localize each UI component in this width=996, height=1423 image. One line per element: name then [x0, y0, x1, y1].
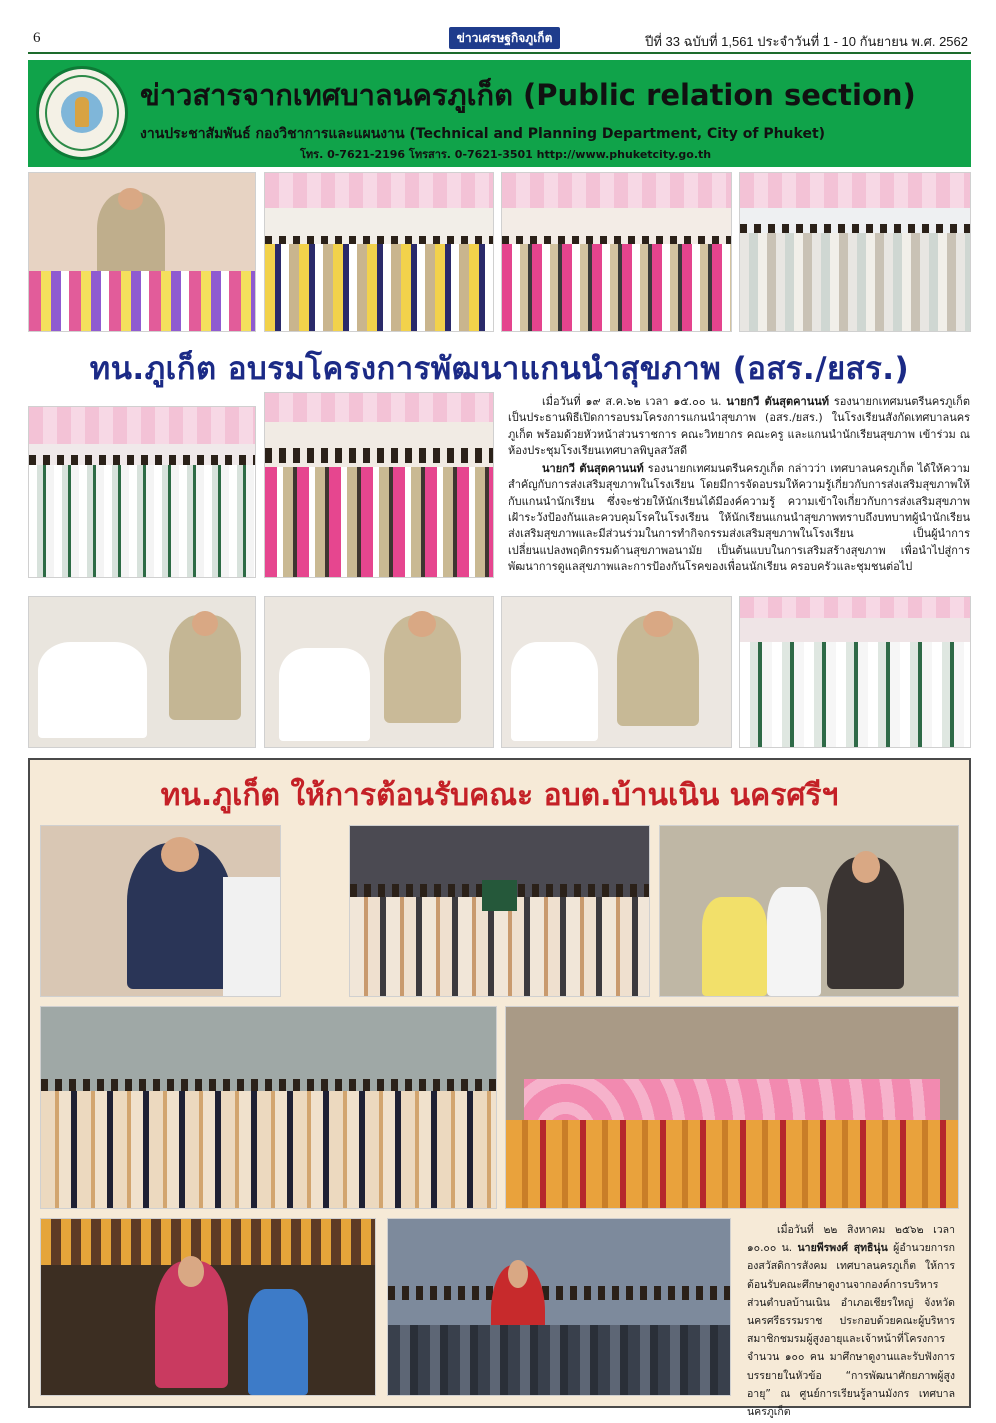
story2-p1-lead: เมื่อวันที่ ๒๒ สิงหาคม ๒๕๖๒ เวลา ๑๐.๐๐ น. — [747, 1224, 955, 1255]
photo-tourists-street — [659, 825, 959, 997]
photo-group-certificates-2 — [501, 172, 732, 332]
story2-p1-body: ผู้อำนวยการกองสวัสดิการสังคม เทศบาลนครภูเก็ต ให้การต้อนรับคณะศึกษาดูงานจากองค์การบริหารส่วนตำบลบ้านเนิน อำเภอเชียรใหญ่ จังหวัดนครศรีธรรมราช ประกอบด้วยคณะผู้บริหาร สมาชิกชมรมผู้สูงอายุและเจ้าหน้าที่โครงการ จำนวน ๑๐๐ คน มาศึกษาดูงานและรับฟังการบรรยายในหัวข้อ “การพัฒนาศักยภาพผู้สูงอายุ” ณ ศูนย์การเรียนรู้ลานมังกร เทศบาลนครภูเก็ต — [747, 1242, 956, 1419]
photo-child-performers — [40, 1218, 376, 1396]
phuket-city-seal-icon — [36, 66, 128, 160]
photo-fan-dancers — [505, 1006, 959, 1209]
photo-officials-students-pink — [264, 392, 494, 578]
story1-headline: ทน.ภูเก็ต อบรมโครงการพัฒนาแกนนำสุขภาพ (อสร./ยสร.) — [89, 351, 910, 387]
banner-subtitle: งานประชาสัมพันธ์ กองวิชาการและแผนงาน (Technical and Planning Department, City of Phuket) — [140, 126, 826, 142]
banner-title: ข่าวสารจากเทศบาลนครภูเก็ต (Public relation section) — [140, 78, 916, 112]
photo-wristband-2 — [264, 596, 494, 748]
masthead-text: ข่าวเศรษฐกิจภูเก็ต — [456, 30, 553, 45]
photo-group-certificates-1 — [264, 172, 494, 332]
issue-line: ปีที่ 33 ฉบับที่ 1,561 ประจำวันที่ 1 - 10 กันยายน พ.ศ. 2562 — [645, 34, 968, 49]
photo-reading-welcome — [349, 825, 650, 997]
photo-vice-mayor-speech — [28, 172, 256, 332]
story2-article — [747, 1221, 955, 1421]
photo-group-old-town — [40, 1006, 497, 1209]
banner-contact: โทร. 0-7621-2196 โทรสาร. 0-7621-3501 http://www.phuketcity.go.th — [300, 148, 712, 161]
story1-p1-lead: เมื่อวันที่ ๑๙ ส.ค.๖๒ เวลา ๑๕.๐๐ น. — [542, 395, 727, 408]
story1-p1-body: รองนายกเทศมนตรีนครภูเก็ต เป็นประธานพิธีเปิดการอบรมโครงการแกนนำสุขภาพ (อสร./ยสร.) ในโรงเรียนสังกัดเทศบาลนครภูเก็ต พร้อมด้วยหัวหน้าส่วนราชการ คณะวิทยากร คณะครู และแกนนำนักเรียนสุขภาพ เข้าร่วม ณ ห้องประชุมโรงเรียนเทศบาลพิบูลสวัสดี — [508, 395, 970, 457]
photo-girl-red-dress — [387, 1218, 731, 1396]
story1-p1-name: นายกวี ตันสุตคานนท์ — [726, 395, 829, 408]
story1-article — [508, 394, 970, 577]
header-rule — [28, 52, 971, 54]
story2-p1-name: นายพีรพงศ์ สุทธินุ่น — [797, 1242, 888, 1255]
page-number: 6 — [33, 30, 41, 46]
story2-headline: ทน.ภูเก็ต ให้การต้อนรับคณะ อบต.บ้านเนิน นครศรีฯ — [160, 778, 839, 813]
photo-students-group-2 — [28, 406, 256, 578]
story1-p2-body: รองนายกเทศมนตรีนครภูเก็ต กล่าวว่า เทศบาลนครภูเก็ต ได้ให้ความสำคัญกับการส่งเสริมสุขภาพในโรงเรียน โดยมีการจัดอบรมให้ความรู้เกี่ยวกับการส่งเสริมสุขภาพให้กับแกนนำนักเรียน ซึ่งจะช่วยให้นักเรียนได้มีองค์ความรู้ ความเข้าใจเกี่ยวกับการส่งเสริมสุขภาพ เฝ้าระวังป้องกันและควบคุมโรคในโรงเรียน ให้นักเรียนแกนนำสุขภาพทราบถึงบทบาทผู้นำนักเรียนส่งเสริมสุขภาพและมีส่วนร่วมในการทำกิจกรรมส่งเสริมสุขภาพในโรงเรียน เป็นผู้นำการเปลี่ยนแปลงพฤติกรรมด้านสุขภาพอนามัย เป็นต้นแบบในการเสริมสร้างสุขภาพ เพื่อนำไปสู่การพัฒนาการดูแลสุขภาพและการป้องกันโรคของเพื่อนนักเรียน ครอบครัวและชุมชนต่อไป — [508, 462, 970, 573]
photo-woman-speaker — [40, 825, 281, 997]
masthead-logo — [449, 27, 560, 49]
story1-p2-name: นายกวี ตันสุตคานนท์ — [542, 462, 644, 476]
photo-wristband-1 — [28, 596, 256, 748]
photo-wristband-3 — [501, 596, 732, 748]
photo-students-group-1 — [739, 172, 971, 332]
photo-students-seated — [739, 596, 971, 748]
